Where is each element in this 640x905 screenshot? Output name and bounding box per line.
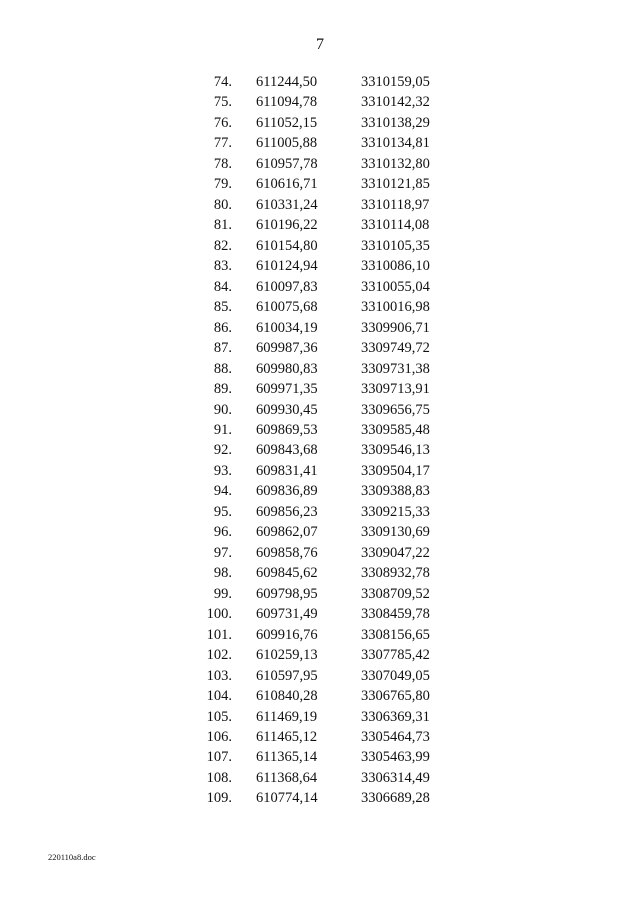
- x-coordinate: 610034,19: [256, 319, 318, 336]
- row-number: 85.: [213, 299, 232, 316]
- y-coordinate: 3310105,35: [361, 237, 430, 254]
- x-coordinate: 611368,64: [256, 769, 318, 786]
- y-coordinate: 3309731,38: [361, 360, 430, 377]
- y-coordinate: 3310118,97: [361, 196, 430, 213]
- x-coordinate: 610957,78: [256, 155, 318, 172]
- row-number: 94.: [213, 483, 232, 500]
- row-number: 99.: [213, 585, 232, 602]
- row-number: 96.: [213, 524, 232, 541]
- y-coordinate: 3309749,72: [361, 340, 430, 357]
- y-coordinate: 3307049,05: [361, 667, 430, 684]
- row-number: 106.: [206, 729, 232, 745]
- x-coordinate: 610774,14: [256, 790, 318, 807]
- x-coordinate: 610616,71: [256, 176, 318, 193]
- y-coordinate: 3310086,10: [361, 258, 430, 275]
- y-coordinate: 3306314,49: [361, 769, 430, 786]
- y-coordinate: 3310121,85: [361, 176, 430, 193]
- x-coordinate: 609916,76: [256, 626, 318, 643]
- row-number: 108.: [206, 769, 232, 786]
- row-number: 95.: [213, 503, 232, 520]
- x-coordinate: 609843,68: [256, 442, 318, 459]
- row-number: 77.: [213, 135, 232, 152]
- y-coordinate: 3310132,80: [361, 155, 430, 172]
- x-coordinate: 610075,68: [256, 299, 318, 316]
- x-coordinate: 610154,80: [256, 237, 318, 254]
- x-coordinate: 609980,83: [256, 360, 318, 377]
- y-coordinate: 3309130,69: [361, 524, 430, 541]
- row-number: 87.: [213, 340, 232, 357]
- row-number: 75.: [213, 94, 232, 111]
- row-number: 103.: [206, 667, 232, 684]
- y-coordinate: 3305464,73: [361, 729, 430, 745]
- y-coordinate: 3309546,13: [361, 442, 430, 459]
- row-number: 76.: [213, 114, 232, 131]
- x-coordinate: 611052,15: [256, 114, 318, 131]
- x-coordinate: 609858,76: [256, 544, 318, 561]
- y-coordinate: 3308459,78: [361, 606, 430, 623]
- x-coordinate: 610597,95: [256, 667, 318, 684]
- row-number: 90.: [213, 401, 232, 418]
- x-coordinate: 610196,22: [256, 217, 318, 234]
- row-number: 101.: [206, 626, 232, 643]
- x-coordinate: 609971,35: [256, 381, 318, 398]
- x-coordinate: 611005,88: [256, 135, 318, 152]
- row-number: 104.: [206, 688, 232, 705]
- row-number: 102.: [206, 647, 232, 664]
- x-coordinate: 609845,62: [256, 565, 318, 582]
- y-coordinate: 3310159,05: [361, 74, 430, 90]
- x-coordinate: 610840,28: [256, 688, 318, 705]
- y-coordinate: 3305463,99: [361, 749, 430, 766]
- y-coordinate: 3310134,81: [361, 135, 430, 152]
- x-coordinate: 609862,07: [256, 524, 318, 541]
- x-coordinate: 611365,14: [256, 749, 318, 766]
- x-coordinate: 611465,12: [256, 729, 318, 745]
- x-coordinate: 609856,23: [256, 503, 318, 520]
- row-number: 88.: [213, 360, 232, 377]
- row-number: 100.: [206, 606, 232, 623]
- row-number: 83.: [213, 258, 232, 275]
- row-number: 82.: [213, 237, 232, 254]
- row-number: 81.: [213, 217, 232, 234]
- row-number: 97.: [213, 544, 232, 561]
- y-coordinate: 3306765,80: [361, 688, 430, 705]
- x-coordinate: 610097,83: [256, 278, 318, 295]
- x-coordinate: 609831,41: [256, 462, 318, 479]
- x-coordinate: 609987,36: [256, 340, 318, 357]
- row-number: 86.: [213, 319, 232, 336]
- row-number: 91.: [213, 421, 232, 438]
- row-number: 98.: [213, 565, 232, 582]
- row-number: 74.: [213, 74, 232, 90]
- x-coordinate: 609731,49: [256, 606, 318, 623]
- y-coordinate: 3309585,48: [361, 421, 430, 438]
- y-coordinate: 3309656,75: [361, 401, 430, 418]
- y-coordinate: 3308156,65: [361, 626, 430, 643]
- row-number: 89.: [213, 381, 232, 398]
- x-coordinate: 611469,19: [256, 708, 318, 725]
- y-coordinate: 3309388,83: [361, 483, 430, 500]
- row-number: 107.: [206, 749, 232, 766]
- row-number: 105.: [206, 708, 232, 725]
- x-coordinate: 609836,89: [256, 483, 318, 500]
- y-coordinate: 3310055,04: [361, 278, 430, 295]
- x-coordinate: 610124,94: [256, 258, 318, 275]
- row-number: 92.: [213, 442, 232, 459]
- x-coordinate: 609869,53: [256, 421, 318, 438]
- y-coordinate: 3309504,17: [361, 462, 430, 479]
- y-coordinate: 3310016,98: [361, 299, 430, 316]
- row-number: 79.: [213, 176, 232, 193]
- y-coordinate: 3306369,31: [361, 708, 430, 725]
- row-number: 84.: [213, 278, 232, 295]
- row-number: 78.: [213, 155, 232, 172]
- y-coordinate: 3306689,28: [361, 790, 430, 807]
- y-coordinate: 3310142,32: [361, 94, 430, 111]
- y-coordinate: 3308932,78: [361, 565, 430, 582]
- y-coordinate: 3309906,71: [361, 319, 430, 336]
- x-coordinate: 609798,95: [256, 585, 318, 602]
- row-number: 80.: [213, 196, 232, 213]
- y-coordinate: 3309047,22: [361, 544, 430, 561]
- x-coordinate: 609930,45: [256, 401, 318, 418]
- x-coordinate: 611244,50: [256, 74, 318, 90]
- x-coordinate: 611094,78: [256, 94, 318, 111]
- x-coordinate: 610259,13: [256, 647, 318, 664]
- x-coordinate: 610331,24: [256, 196, 318, 213]
- y-coordinate: 3309215,33: [361, 503, 430, 520]
- row-number: 93.: [213, 462, 232, 479]
- row-number: 109.: [206, 790, 232, 807]
- y-coordinate: 3310138,29: [361, 114, 430, 131]
- y-coordinate: 3308709,52: [361, 585, 430, 602]
- y-coordinate: 3310114,08: [361, 217, 430, 234]
- footer-filename: 220110a8.doc: [48, 852, 96, 862]
- page-number: 7: [316, 36, 324, 53]
- y-coordinate: 3307785,42: [361, 647, 430, 664]
- y-coordinate: 3309713,91: [361, 381, 430, 398]
